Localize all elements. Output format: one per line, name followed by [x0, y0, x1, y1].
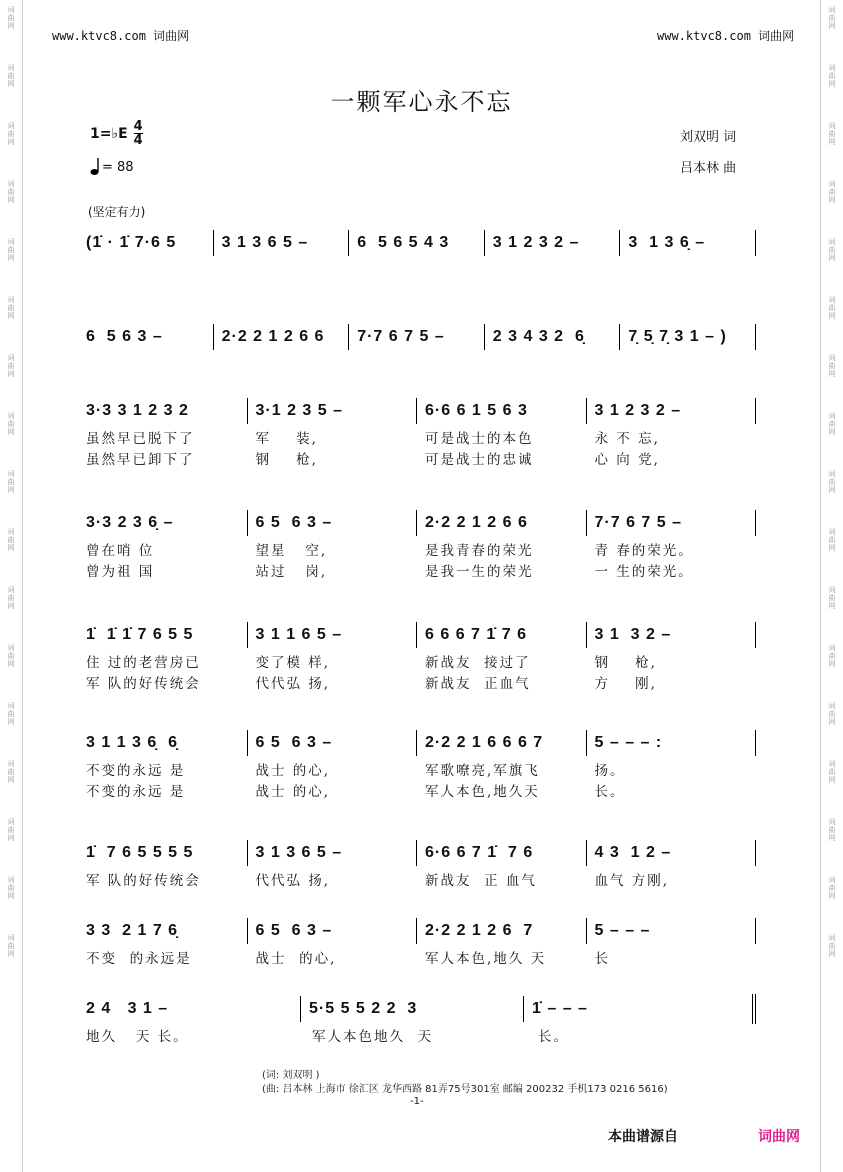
barline: [755, 622, 756, 648]
watermark-mark: 词 曲 网: [828, 876, 836, 900]
tempo-value: = 88: [102, 159, 134, 175]
lyric-segment: 心 向 党,: [594, 451, 660, 468]
lyric-segment: 军人本色,地久天: [425, 783, 540, 800]
lyric-line: [86, 758, 756, 779]
tempo-marking: [90, 157, 134, 177]
score-system: [86, 916, 756, 967]
measure: 2·2 2 1 2 6 6: [416, 510, 586, 536]
right-watermark-strip: [820, 0, 843, 1172]
time-signature: [134, 120, 143, 147]
lyric-segment: 钢 枪,: [594, 654, 657, 671]
left-watermark-strip: [0, 0, 23, 1172]
measure: 3 1 3 2 –: [586, 622, 756, 648]
lyric-segment: 扬。: [594, 762, 626, 779]
lyric-segment: 代代弘 扬,: [255, 872, 331, 889]
song-title: 一颗军心永不忘: [330, 88, 513, 116]
lyric-segment: 住 过的老营房已: [86, 654, 201, 671]
lyric-segment: 战士 的心,: [255, 950, 337, 967]
measure: 3 1 1 3 6̣ 6̣: [86, 734, 179, 751]
barline: [755, 510, 756, 536]
lyric-line: [86, 426, 756, 447]
lyric-segment: 军 队的好传统会: [86, 675, 201, 692]
watermark-mark: 词 曲 网: [7, 296, 15, 320]
watermark-mark: 词 曲 网: [7, 470, 15, 494]
watermark-mark: 词 曲 网: [7, 818, 15, 842]
measure: 7̣ 5̣ 7̣ 3 1 – ): [619, 324, 755, 350]
measure: 3 1 3 6 5 –: [213, 230, 349, 256]
lyric-segment: 变了模 样,: [255, 654, 331, 671]
watermark-mark: 词 曲 网: [828, 64, 836, 88]
measure: 5 – – – :: [586, 730, 756, 756]
notation-row: [86, 322, 756, 352]
watermark-mark: 词 曲 网: [828, 760, 836, 784]
barline: [755, 918, 756, 944]
score-system: [86, 728, 756, 800]
lyric-segment: 可是战士的本色: [425, 430, 534, 447]
score-system: [86, 620, 756, 692]
barline: [755, 230, 756, 256]
measure: 5 – – –: [586, 918, 756, 944]
site-url-right[interactable]: www.ktvc8.com 词曲网: [657, 29, 795, 43]
lyric-segment: 钢 枪,: [255, 451, 318, 468]
watermark-mark: 词 曲 网: [7, 64, 15, 88]
measure: 2·2 2 1 2 6 7: [416, 918, 586, 944]
lyric-segment: 地久 天 长。: [86, 1028, 189, 1045]
measure: 3 3 2 1 7 6̣: [86, 922, 179, 939]
notation-row: [86, 620, 756, 650]
measure: 3·1 2 3 5 –: [247, 398, 417, 424]
quarter-note-icon: [90, 157, 102, 177]
lyric-segment: 战士 的心,: [255, 762, 331, 779]
measure: 6·6 6 1 5 6 3: [416, 398, 586, 424]
measure: 3 1 3 6̣ –: [619, 230, 755, 256]
lyric-segment: 方 刚,: [594, 675, 657, 692]
lyric-segment: 永 不 忘,: [594, 430, 660, 447]
notation-row: [86, 728, 756, 758]
lyric-segment: 是我一生的荣光: [425, 563, 534, 580]
watermark-mark: 词 曲 网: [7, 238, 15, 262]
measure: 7·7 6 7 5 –: [586, 510, 756, 536]
lyric-segment: 不变 的永远是: [86, 950, 192, 967]
measure: 3 1 2 3 2 –: [586, 398, 756, 424]
lyric-segment: 军歌嘹亮,军旗飞: [425, 762, 540, 779]
lyric-line: [86, 559, 756, 580]
barline: [755, 398, 756, 424]
composer-credit: 吕本林 曲: [680, 161, 737, 176]
score-system: [86, 322, 756, 352]
lyric-segment: 战士 的心,: [255, 783, 331, 800]
lyric-line: [86, 650, 756, 671]
measure: 6 5 6 3 –: [247, 918, 417, 944]
measure: (1̇ · 1̇ 7·6 5: [86, 234, 177, 251]
lyric-line: [86, 868, 756, 889]
mood-marking: (坚定有力): [88, 205, 146, 219]
watermark-mark: 词 曲 网: [7, 934, 15, 958]
score-system: [86, 838, 756, 889]
measure: 2·2 2 1 6 6 6 7: [416, 730, 586, 756]
barline: [755, 730, 756, 756]
watermark-mark: 词 曲 网: [7, 6, 15, 30]
watermark-mark: 词 曲 网: [828, 586, 836, 610]
lyric-line: [86, 946, 756, 967]
lyric-segment: 望星 空,: [255, 542, 328, 559]
barline: [755, 840, 756, 866]
watermark-mark: 词 曲 网: [828, 818, 836, 842]
watermark-mark: 词 曲 网: [828, 644, 836, 668]
barline: [755, 324, 756, 350]
key-label: 1=♭E: [90, 125, 128, 142]
measure: 6 5 6 3 –: [247, 730, 417, 756]
measure: 4 3 1 2 –: [586, 840, 756, 866]
watermark-mark: 词 曲 网: [7, 180, 15, 204]
lyric-segment: 可是战士的忠诚: [425, 451, 534, 468]
lyric-segment: 是我青春的荣光: [425, 542, 534, 559]
measure: 3·3 3 1 2 3 2: [86, 402, 189, 419]
lyric-segment: 长。: [538, 1028, 569, 1045]
lyric-segment: 长: [594, 950, 610, 967]
measure: 3 1 3 6 5 –: [247, 840, 417, 866]
measure: 1̇ 7 6 5 5 5 5: [86, 844, 194, 861]
time-top: 4: [133, 119, 143, 134]
lyric-line: [86, 671, 756, 692]
lyric-segment: 虽然早已脱下了: [86, 430, 195, 447]
watermark-mark: 词 曲 网: [7, 586, 15, 610]
watermark-mark: 词 曲 网: [7, 702, 15, 726]
watermark-mark: 词 曲 网: [828, 934, 836, 958]
watermark-mark: 词 曲 网: [828, 296, 836, 320]
score-system: [86, 228, 756, 258]
watermark-mark: 词 曲 网: [7, 122, 15, 146]
score-system: [86, 508, 756, 580]
key-signature: [90, 120, 143, 147]
measure: 2 3 4 3 2 6̣: [484, 324, 620, 350]
watermark-mark: 词 曲 网: [7, 644, 15, 668]
footer-words-line: (词: 刘双明 ): [262, 1070, 320, 1081]
lyric-line: [86, 1024, 756, 1045]
notation-row: [86, 396, 756, 426]
notation-row: [86, 838, 756, 868]
source-label: 本曲谱源自: [608, 1129, 678, 1145]
lyric-line: [86, 447, 756, 468]
site-url-left[interactable]: www.ktvc8.com 词曲网: [52, 29, 190, 43]
measure: 6 5 6 3 –: [247, 510, 417, 536]
lyric-segment: 血气 方刚,: [594, 872, 670, 889]
page-number: -1-: [410, 1096, 424, 1107]
watermark-mark: 词 曲 网: [828, 702, 836, 726]
watermark-mark: 词 曲 网: [828, 6, 836, 30]
lyric-segment: 新战友 接过了: [425, 654, 531, 671]
lyric-segment: 曾在哨 位: [86, 542, 155, 559]
watermark-mark: 词 曲 网: [828, 122, 836, 146]
lyric-segment: 不变的永远 是: [86, 762, 186, 779]
watermark-mark: 词 曲 网: [7, 876, 15, 900]
lyric-segment: 不变的永远 是: [86, 783, 186, 800]
watermark-mark: 词 曲 网: [7, 354, 15, 378]
measure: 3 1 1 6 5 –: [247, 622, 417, 648]
lyric-segment: 虽然早已卸下了: [86, 451, 195, 468]
lyric-segment: 青 春的荣光。: [594, 542, 694, 559]
footer-music-line: (曲: 吕本林 上海市 徐汇区 龙华西路 81弄75号301室 邮编 200232 手机173 0216 5616): [262, 1084, 668, 1095]
lyric-segment: 一 生的荣光。: [594, 563, 694, 580]
lyric-segment: 代代弘 扬,: [255, 675, 331, 692]
watermark-mark: 词 曲 网: [828, 412, 836, 436]
lyric-segment: 新战友 正血气: [425, 675, 531, 692]
source-brand-link[interactable]: 词曲网: [758, 1129, 800, 1145]
lyric-segment: 站过 岗,: [255, 563, 328, 580]
measure: 6·6 6 7 1̇ 7 6: [416, 840, 586, 866]
lyric-segment: 军 队的好传统会: [86, 872, 201, 889]
lyric-segment: 长。: [594, 783, 626, 800]
measure: 1̇ – – –: [523, 996, 746, 1022]
lyric-segment: 军人本色地久 天: [312, 1028, 434, 1045]
notation-row: [86, 994, 756, 1024]
lyric-segment: 曾为祖 国: [86, 563, 155, 580]
lyricist-credit: 刘双明 词: [680, 130, 737, 145]
watermark-mark: 词 曲 网: [828, 238, 836, 262]
watermark-mark: 词 曲 网: [828, 470, 836, 494]
lyric-segment: 军 装,: [255, 430, 318, 447]
measure: 2·2 2 1 2 6 6: [213, 324, 349, 350]
final-barline: [746, 994, 756, 1024]
measure: 6 6 6 7 1̇ 7 6: [416, 622, 586, 648]
measure: 6 5 6 3 –: [86, 328, 163, 345]
lyric-segment: 新战友 正 血气: [425, 872, 537, 889]
measure: 3 1 2 3 2 –: [484, 230, 620, 256]
measure: 7·7 6 7 5 –: [348, 324, 484, 350]
lyric-line: [86, 779, 756, 800]
watermark-mark: 词 曲 网: [828, 180, 836, 204]
watermark-mark: 词 曲 网: [828, 528, 836, 552]
notation-row: [86, 228, 756, 258]
measure: 6 5 6 5 4 3: [348, 230, 484, 256]
watermark-mark: 词 曲 网: [7, 528, 15, 552]
watermark-mark: 词 曲 网: [828, 354, 836, 378]
time-bottom: 4: [133, 133, 143, 148]
watermark-mark: 词 曲 网: [7, 412, 15, 436]
lyric-line: [86, 538, 756, 559]
measure: 3·3 2 3 6̣ –: [86, 514, 174, 531]
score-system: [86, 994, 756, 1045]
lyric-segment: 军人本色,地久 天: [425, 950, 547, 967]
measure: 2 4 3 1 –: [86, 1000, 169, 1017]
measure: 5·5 5 5 2 2 3: [300, 996, 523, 1022]
watermark-mark: 词 曲 网: [7, 760, 15, 784]
score-system: [86, 396, 756, 468]
notation-row: [86, 916, 756, 946]
measure: 1̇ 1̇ 1̇ 7 6 5 5: [86, 626, 194, 643]
notation-row: [86, 508, 756, 538]
